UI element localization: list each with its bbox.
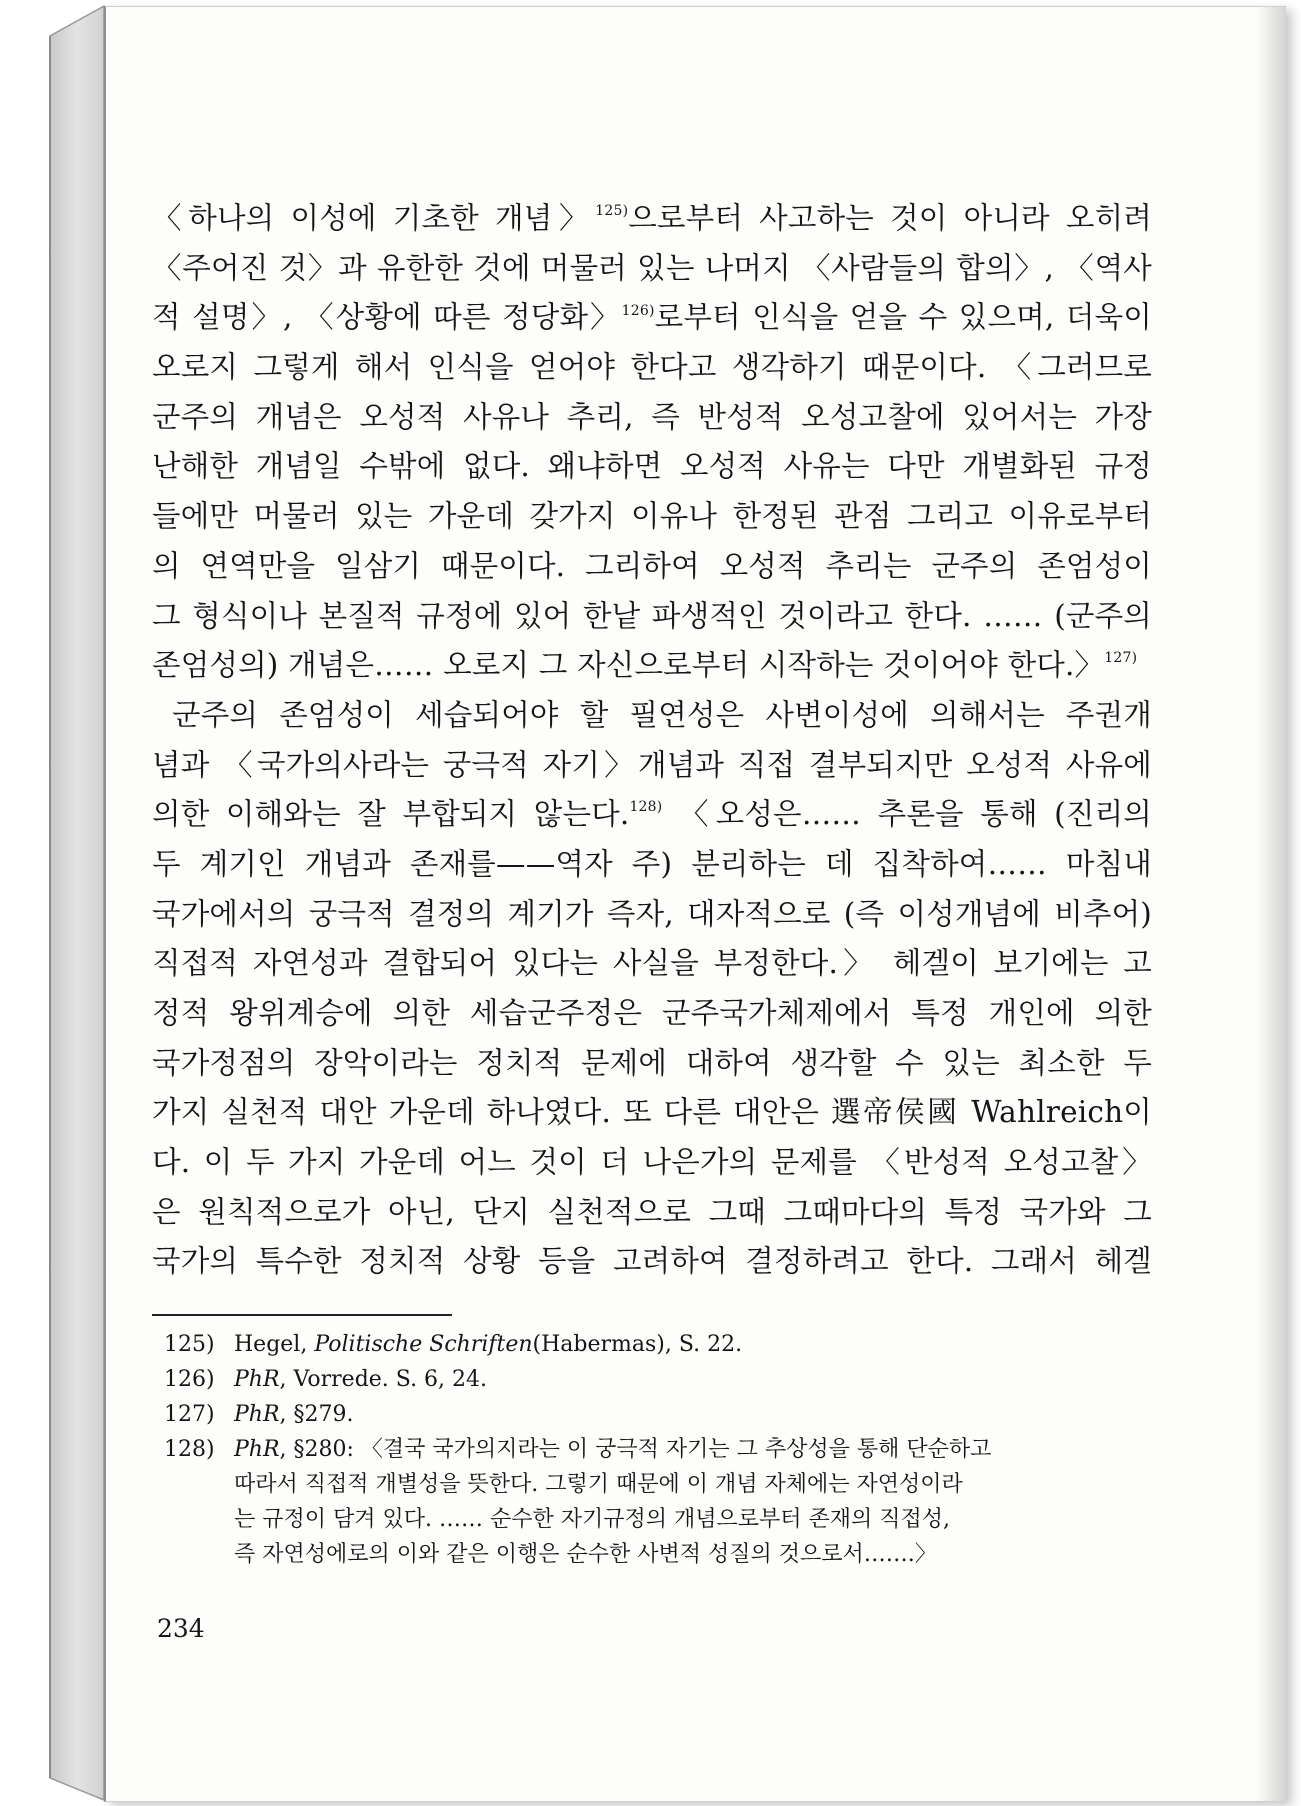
- body-line: 존엄성의) 개념은…… 오로지 그 자신으로부터 시작하는 것이어야 한다.〉$^{127)}$: [152, 648, 1138, 683]
- body-line: 념과 〈국가의사라는 궁극적 자기〉개념과 직접 결부되지만 오성적 사유에: [152, 747, 1152, 782]
- body-line: 의 연역만을 일삼기 때문이다. 그리하여 오성적 추리는 군주의 존엄성이: [152, 548, 1152, 583]
- body-line: 들에만 머물러 있는 가운데 갖가지 이유나 한정된 관점 그리고 이유로부터: [152, 499, 1152, 534]
- footnote-text: PhR, §279.: [234, 1402, 354, 1427]
- footnote-text: PhR, Vorrede. S. 6, 24.: [234, 1367, 488, 1392]
- footnote-ref: 128): [629, 799, 663, 816]
- page-edge-shadow: [1256, 7, 1286, 1801]
- footnote: [152, 1432, 1152, 1467]
- body-line: 다. 이 두 가지 가운데 어느 것이 더 나은가의 문제를 〈반성적 오성고찰〉: [152, 1145, 1152, 1180]
- body-line: 그 형식이나 본질적 규정에 있어 한낱 파생적인 것이라고 한다. …… (군주의: [152, 598, 1152, 633]
- body-text: [152, 194, 1152, 1287]
- footnote-continuation: [152, 1502, 1152, 1537]
- italic-title: Politische Schriften: [314, 1332, 533, 1357]
- body-line: 두 계기인 개념과 존재를——역자 주) 분리하는 데 집착하여…… 마침내: [152, 846, 1152, 881]
- footnote-text: 는 규정이 담겨 있다. …… 순수한 자기규정의 개념으로부터 존재의 직접성,: [234, 1507, 950, 1532]
- body-line: 의한 이해와는 잘 부합되지 않는다.$^{128)}$ 〈오성은…… 추론을 통해 (진리의: [152, 797, 1152, 832]
- body-line: 〈하나의 이성에 기초한 개념〉$^{125)}$으로부터 사고하는 것이 아니라 오히려: [152, 201, 1152, 235]
- body-line: 난해한 개념일 수밖에 없다. 왜냐하면 오성적 사유는 다만 개별화된 규정: [152, 449, 1152, 484]
- body-line: 적 설명〉, 〈상황에 따른 정당화〉$^{126)}$로부터 인식을 얻을 수 있으며, 더욱이: [152, 300, 1153, 335]
- footnote-continuation: [152, 1467, 1152, 1502]
- body-line: 군주의 존엄성이 세습되어야 할 필연성은 사변이성에 의해서는 주권개: [172, 697, 1152, 732]
- footnote: [152, 1327, 1152, 1362]
- page-number: 234: [157, 1614, 205, 1643]
- body-line: 가지 실천적 대안 가운데 하나였다. 또 다른 대안은 選帝侯國 Wahlreich이: [152, 1095, 1152, 1130]
- footnotes: [152, 1327, 1152, 1572]
- body-line: 국가의 특수한 정치적 상황 등을 고려하여 결정하려고 한다. 그래서 헤겔: [152, 1244, 1152, 1279]
- body-line: 군주의 개념은 오성적 사유나 추리, 즉 반성적 오성고찰에 있어서는 가장: [152, 399, 1152, 434]
- footnote-ref: 126): [621, 302, 655, 319]
- footnote-rule: [152, 1314, 452, 1316]
- footnote-number: 127): [164, 1402, 215, 1427]
- body-line: 은 원칙적으로가 아닌, 단지 실천적으로 그때 그때마다의 특정 국가와 그: [152, 1194, 1152, 1229]
- body-line: 직접적 자연성과 결합되어 있다는 사실을 부정한다.〉 헤겔이 보기에는 고: [152, 946, 1152, 981]
- body-line: 오로지 그렇게 해서 인식을 얻어야 한다고 생각하기 때문이다. 〈그러므로: [152, 350, 1152, 385]
- italic-title: PhR: [234, 1367, 280, 1392]
- footnote: [152, 1397, 1152, 1432]
- body-line: 국가에서의 궁극적 결정의 계기가 즉자, 대자적으로 (즉 이성개념에 비추어): [152, 896, 1152, 931]
- footnote-text: Hegel, Politische Schriften(Habermas), S. 22.: [234, 1332, 743, 1357]
- footnote-text: 즉 자연성에로의 이와 같은 이행은 순수한 사변적 성질의 것으로서…….〉: [234, 1542, 937, 1567]
- italic-title: PhR: [234, 1402, 280, 1427]
- footnote-ref: 125): [595, 203, 629, 220]
- footnote-text: PhR, §280: 〈결국 국가의지라는 이 궁극적 자기는 그 추상성을 통해 단순하고: [234, 1437, 992, 1462]
- body-line: 〈주어진 것〉과 유한한 것에 머물러 있는 나머지 〈사람들의 합의〉, 〈역사: [152, 250, 1152, 285]
- footnote-ref: 127): [1104, 650, 1138, 667]
- footnote-continuation: [152, 1537, 1152, 1572]
- italic-title: PhR: [234, 1437, 280, 1462]
- footnote-number: 126): [164, 1367, 215, 1392]
- body-line: 정적 왕위계승에 의한 세습군주정은 군주국가체제에서 특정 개인에 의한: [152, 996, 1152, 1030]
- footnote-text: 따라서 직접적 개별성을 뜻한다. 그렇기 때문에 이 개념 자체에는 자연성이라: [234, 1472, 963, 1497]
- footnote: [152, 1362, 1152, 1397]
- footnote-number: 128): [164, 1437, 215, 1462]
- body-line: 국가정점의 장악이라는 정치적 문제에 대하여 생각할 수 있는 최소한 두: [152, 1045, 1152, 1080]
- footnote-number: 125): [164, 1332, 215, 1357]
